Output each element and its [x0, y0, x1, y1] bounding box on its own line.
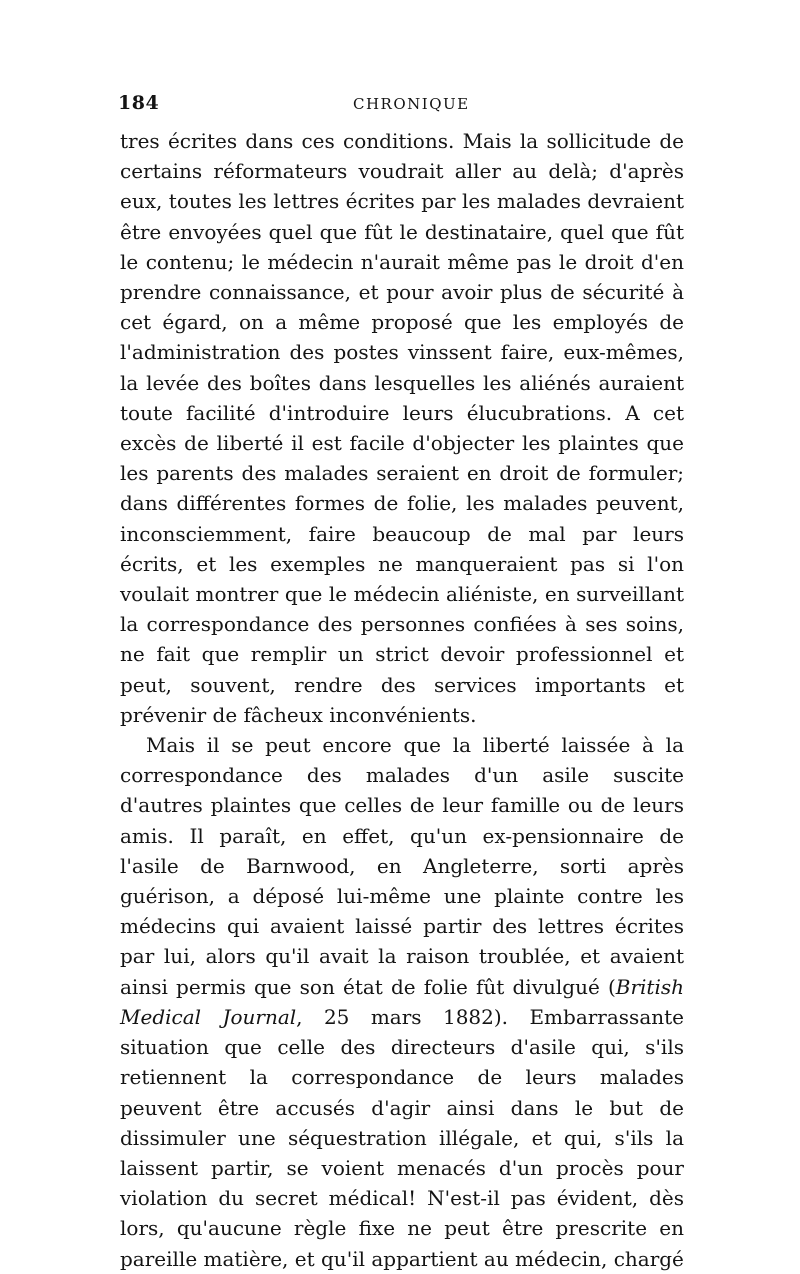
- paragraph-1: tres écrites dans ces conditions. Mais la sollicitude de certains réformateurs voudrait aller au delà; d'après eux, toutes les lettres écrites par les malades devraient être envoyées quel que fût le destinataire, quel que fût le contenu; le médecin n'aurait même pas le droit d'en prendre connaissance, et pour avoir plus de sécurité à cet égard, on a même proposé que les employés de l'administration des postes vinssent faire, eux-mêmes, la levée des boîtes dans lesquelles les aliénés auraient toute facilité d'introduire leurs élucubrations. A cet excès de liberté il est facile d'objecter les plaintes que les parents des malades seraient en droit de formuler; dans différentes formes de folie, les malades peuvent, inconsciemment, faire beaucoup de mal par leurs écrits, et les exemples ne manqueraient pas si l'on voulait montrer que le médecin aliéniste, en surveillant la correspondance des personnes confiées à ses soins, ne fait que remplir un strict devoir professionnel et peut, souvent, rendre des services importants et prévenir de fâcheux inconvénients.: [120, 129, 684, 727]
- paragraph-2: [120, 730, 684, 1274]
- paragraph-2-text-before: Mais il se peut encore que la liberté laissée à la correspondance des malades d'un asile suscite d'autres plaintes que celles de leur famille ou de leurs amis. Il paraît, en effet, qu'un ex-pensionnaire de l'asile de Barnwood, en Angleterre, sorti après guérison, a déposé lui-même une plainte contre les médecins qui avaient laissé partir des lettres écrites par lui, alors qu'il avait la raison troublée, et avaient ainsi permis que son état de folie fût divulgué (: [120, 733, 684, 999]
- page-number: 184: [118, 92, 160, 114]
- running-head: CHRONIQUE: [353, 95, 470, 113]
- paragraph-2-text-after: , 25 mars 1882). Embarrassante situation que celle des directeurs d'asile qui, s'ils retiennent la correspondance de leurs malades peuvent être accusés d'agir ainsi dans le but de dissimuler une séquestration illégale, et qui, s'ils la laissent partir, se voient menacés d'un procès pour violation du secret médical! N'est-il pas évident, dès lors, qu'aucune règle fixe ne peut être prescrite en pareille matière, et qu'il appartient au médecin, chargé: [120, 1004, 684, 1271]
- body-text: [120, 126, 684, 1274]
- page-header: [118, 92, 688, 118]
- citation-journal: British Medical Journal: [120, 974, 684, 1029]
